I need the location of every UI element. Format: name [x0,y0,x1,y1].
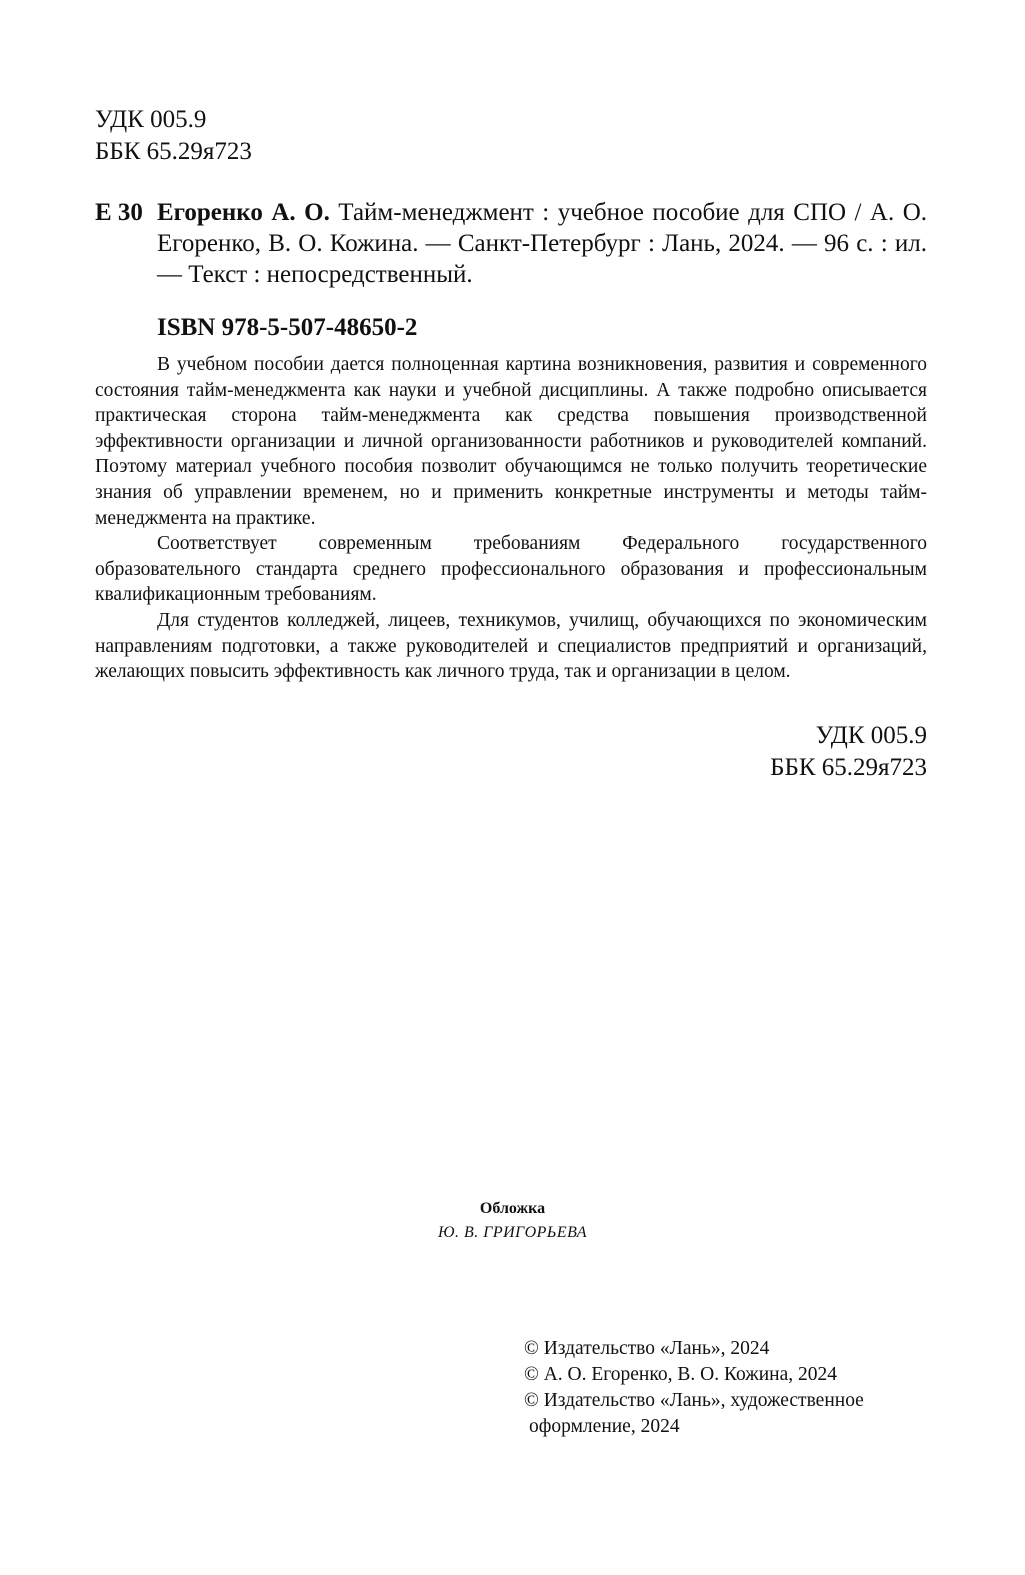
classification-bottom [770,720,927,784]
cover-label: Обложка [479,1200,546,1217]
cover-artist: Ю. В. ГРИГОРЬЕВА [437,1224,588,1241]
annotation [95,352,927,685]
bbk-code: ББК 65.29я723 [95,138,252,165]
bibliographic-description [157,197,927,290]
copyright-line: © Издательство «Лань», художественное [524,1390,864,1411]
copyright-line: © А. О. Егоренко, В. О. Кожина, 2024 [524,1364,837,1385]
title-description: Тайм-менеджмент : учебное пособие для СПО / А. О. Егоренко, В. О. Кожина. — Санкт-Петербург : Лань, 2024. — 96 с. : ил. — Текст : непосредственный. [157,199,928,288]
annotation-paragraph: Для студентов колледжей, лицеев, техникумов, училищ, обучающихся по экономическим направлениям подготовки, а также руководителей и специалистов предприятий и организаций, желающих повысить эффективность как личного труда, так и организации в целом. [95,609,927,683]
author-mark: Е 30 [95,199,143,226]
udk-code: УДК 005.9 [95,106,207,133]
classification-top [95,104,252,168]
copyright-line: оформление, 2024 [529,1416,680,1437]
bibliographic-entry [95,197,927,290]
udk-code: УДК 005.9 [815,722,927,749]
cover-credit [0,1197,1025,1245]
annotation-paragraph: В учебном пособии дается полноценная картина возникновения, развития и современного состояния тайм-менеджмента как науки и учебной дисциплины. А также подробно описывается практическая сторона тайм-менеджмента как средства повышения производственной эффективности организации и личной организованности работников и руководителей компаний. Поэтому материал учебного пособия позволит обучающимся не только получить теоретические знания об управлении временем, но и применить конкретные инструменты и методы тайм-менеджмента на практике. [95,354,927,529]
bbk-code: ББК 65.29я723 [770,754,927,781]
annotation-paragraph: Соответствует современным требованиям Федерального государственного образовательного стандарта среднего профессионального образования и профессиональным квалификационным требованиям. [95,533,927,606]
copyright-line: © Издательство «Лань», 2024 [524,1338,770,1359]
copyright-block [524,1336,864,1440]
author-name: Егоренко А. О. [157,199,330,226]
isbn: ISBN 978-5-507-48650-2 [157,314,418,341]
